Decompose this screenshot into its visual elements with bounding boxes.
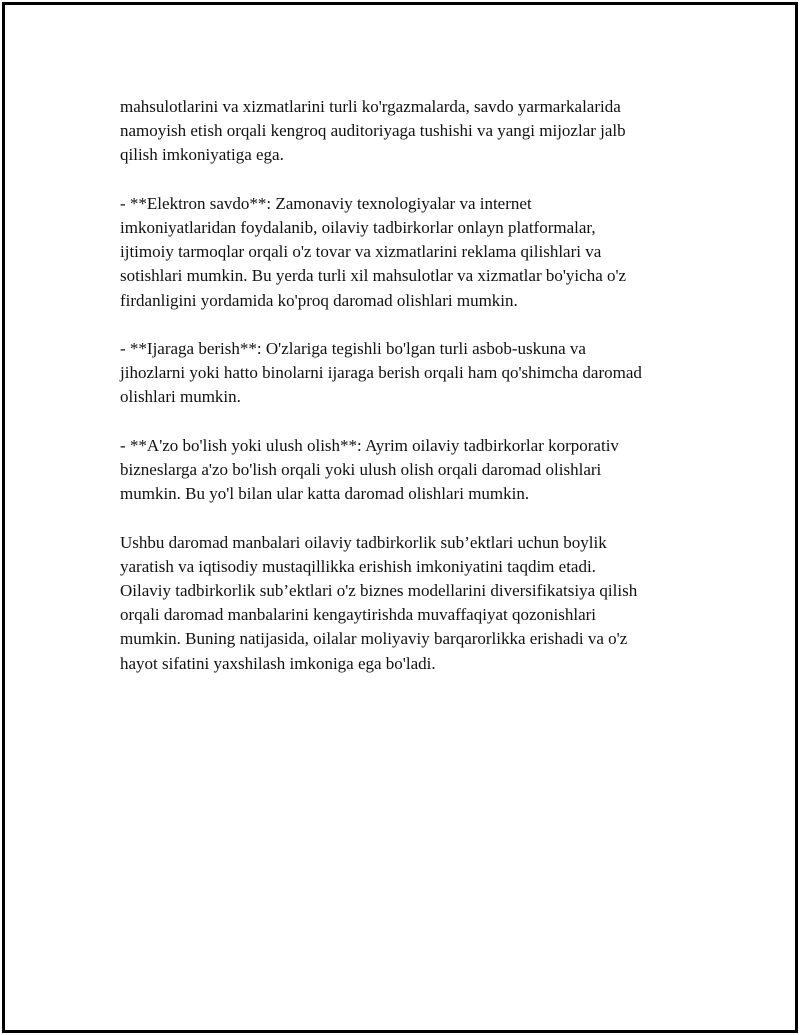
paragraph-membership-shares: - **A'zo bo'lish yoki ulush olish**: Ayrim oilaviy tadbirkorlar korporativ bizneslarga a'zo bo'lish orqali yoki ulush olish orqali daromad olishlari mumkin. Bu yo'l bilan ular katta daromad olishlari mumkin. xyxy=(120,435,619,504)
paragraph-electronic-trade: - **Elektron savdo**: Zamonaviy texnologiyalar va internet imkoniyatlaridan foydalanib, oilaviy tadbirkorlar onlayn platformalar, ijtimoiy tarmoqlar orqali o'z tovar va xizmatlarini reklama qilishlari va sotishlari mumkin. Bu yerda turli xil mahsulotlar va xizmatlar bo'yicha o'z firdanligini yordamida ko'proq daromad olishlari mumkin. xyxy=(120,193,627,310)
paragraph-renting: - **Ijaraga berish**: O'zlariga tegishli bo'lgan turli asbob-uskuna va jihozlarni yoki hatto binolarni ijaraga berish orqali ham qo'shimcha daromad olishlari mumkin. xyxy=(120,339,642,407)
document-body xyxy=(120,95,680,700)
paragraph-exhibitions: mahsulotlarini va xizmatlarini turli ko'rgazmalarda, savdo yarmarkalarida namoyish etish orqali kengroq auditoriyaga tushishi va yangi mijozlar jalb qilish imkoniyatiga ega. xyxy=(120,97,626,165)
paragraph-conclusion: Ushbu daromad manbalari oilaviy tadbirkorlik sub’ektlari uchun boylik yaratish va iqtisodiy mustaqillikka erishish imkoniyatini taqdim etadi. Oilaviy tadbirkorlik sub’ektlari o'z biznes modellarini diversifikatsiya qilish orqali daromad manbalarini kengaytirishda muvaffaqiyat qozonishlari mumkin. Buning natijasida, oilalar moliyaviy barqarorlikka erishadi va o'z hayot sifatini yaxshilash imkoniga ega bo'ladi. xyxy=(120,532,638,673)
document-page xyxy=(2,2,798,1033)
